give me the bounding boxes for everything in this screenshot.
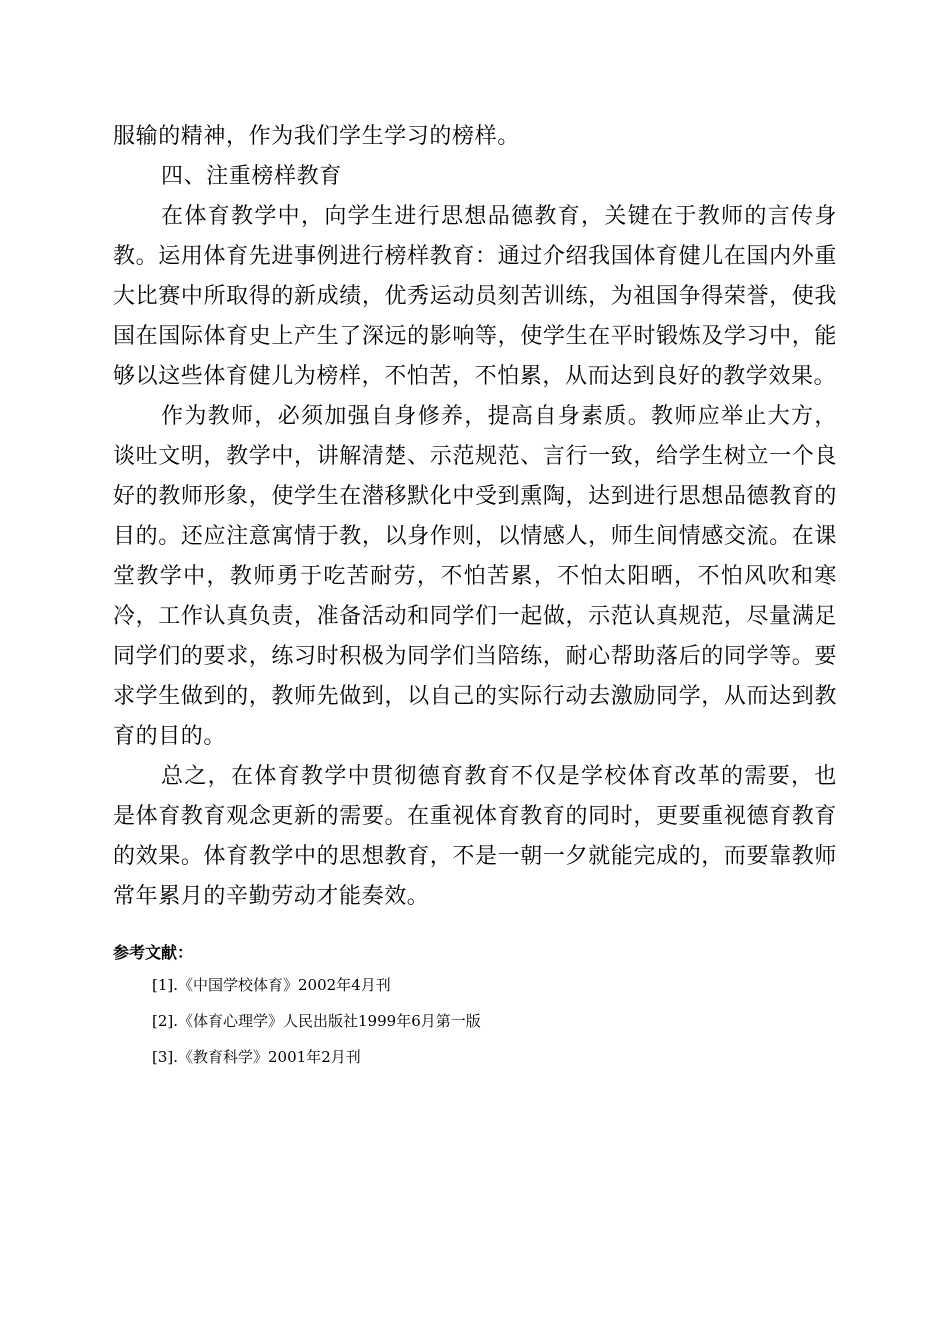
reference-item: [2].《体育心理学》人民出版社1999年6月第一版	[152, 1012, 481, 1030]
paragraph-continuation: 服输的精神，作为我们学生学习的榜样。	[113, 124, 520, 149]
references-title: 参考文献：	[113, 943, 194, 962]
reference-item: [3].《教育科学》2001年2月刊	[152, 1048, 361, 1066]
paragraph: 总之，在体育教学中贯彻德育教育不仅是学校体育改革的需要，也是体育教育观念更新的需要。在重视体育教育的同时，更要重视德育教育的效果。体育教学中的思想教育，不是一朝一夕就能完成的，而要靠教师常年累月的辛勤劳动才能奏效。	[113, 764, 837, 909]
body-text	[113, 117, 837, 917]
section-heading: 四、注重榜样教育	[161, 164, 342, 189]
reference-item: [1].《中国学校体育》2002年4月刊	[152, 976, 391, 994]
paragraph: 作为教师，必须加强自身修养，提高自身素质。教师应举止大方，谈吐文明，教学中，讲解清楚、示范规范、言行一致，给学生树立一个良好的教师形象，使学生在潜移默化中受到熏陶，达到进行思想品德教育的目的。还应注意寓情于教，以身作则，以情感人，师生间情感交流。在课堂教学中，教师勇于吃苦耐劳，不怕苦累，不怕太阳晒，不怕风吹和寒冷，工作认真负责，准备活动和同学们一起做，示范认真规范，尽量满足同学们的要求，练习时积极为同学们当陪练，耐心帮助落后的同学等。要求学生做到的，教师先做到，以自己的实际行动去激励同学，从而达到教育的目的。	[113, 404, 837, 749]
references-list	[152, 973, 481, 1081]
paragraph: 在体育教学中，向学生进行思想品德教育，关键在于教师的言传身教。运用体育先进事例进行榜样教育：通过介绍我国体育健儿在国内外重大比赛中所取得的新成绩，优秀运动员刻苦训练，为祖国争得荣誉，使我国在国际体育史上产生了深远的影响等，使学生在平时锻炼及学习中，能够以这些体育健儿为榜样，不怕苦，不怕累，从而达到良好的教学效果。	[113, 204, 837, 389]
